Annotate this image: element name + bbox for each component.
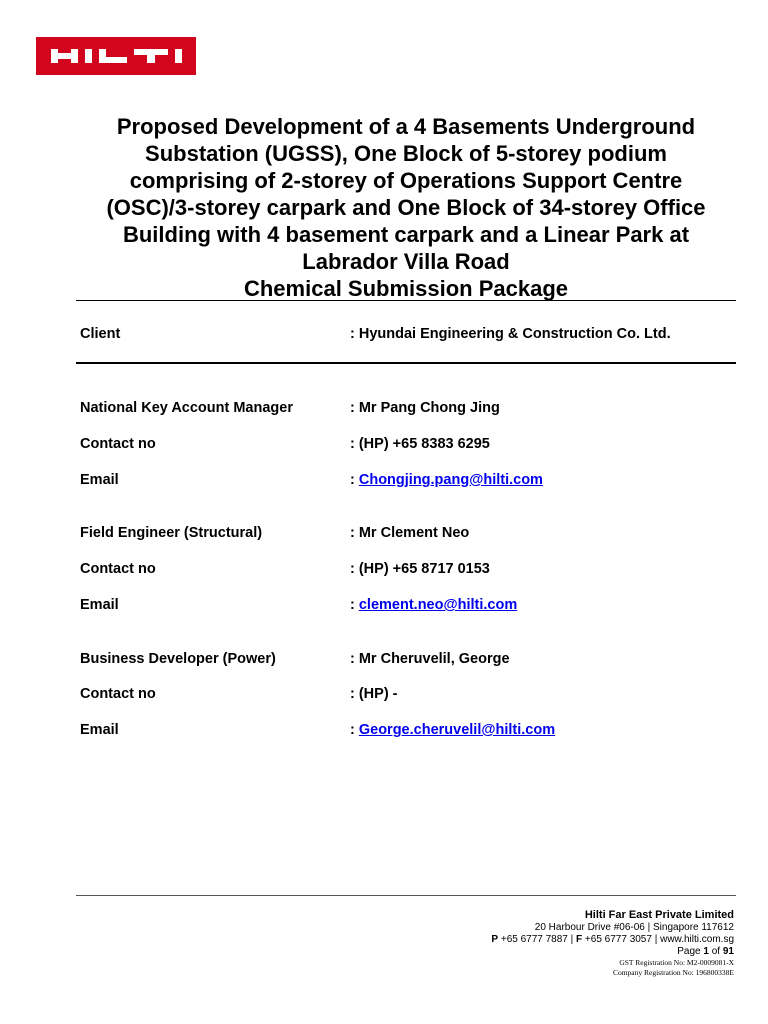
contact-email-row: [80, 595, 740, 615]
email-label: Email: [80, 722, 119, 738]
footer-website[interactable]: www.hilti.com.sg: [660, 934, 734, 945]
page-number: [491, 946, 734, 958]
gst-registration: GST Registration No: M2-0009081-X: [619, 958, 734, 967]
title-line: comprising of 2-storey of Operations Support Centre: [129, 168, 683, 193]
page-prefix: Page: [677, 946, 701, 957]
contact-name: : Mr Clement Neo: [350, 525, 470, 541]
hilti-logo-mark: [36, 37, 196, 75]
contact-email-row: [80, 720, 740, 740]
title-line: (OSC)/3-storey carpark and One Block of 34-storey Office: [106, 195, 706, 220]
hilti-logo: [36, 37, 196, 75]
client-divider: [76, 362, 736, 364]
contact-role-row: [80, 649, 740, 669]
contact-role-row: [80, 523, 740, 543]
page-of: of: [711, 946, 721, 957]
email-link[interactable]: clement.neo@hilti.com: [358, 597, 518, 613]
contact-email-row: [80, 470, 740, 490]
contact-role-row: [80, 398, 740, 418]
footer-address: 20 Harbour Drive #06-06 | Singapore 117612: [534, 922, 734, 933]
role-label: Business Developer (Power): [80, 651, 276, 667]
title-divider: [76, 300, 736, 301]
phone-label: Contact no: [80, 436, 156, 452]
page-current: 1: [703, 946, 709, 957]
contact-phone-row: [80, 559, 740, 579]
email-value: [350, 470, 543, 490]
email-label: Email: [80, 472, 119, 488]
email-value: [350, 595, 517, 615]
title-line: Labrador Villa Road: [302, 249, 510, 274]
client-value: : Hyundai Engineering & Construction Co. Ltd.: [350, 326, 671, 342]
phone-value: : (HP) -: [350, 686, 398, 702]
contact-phone-row: [80, 684, 740, 704]
footer-fax: +65 6777 3057: [584, 934, 652, 945]
role-label: Field Engineer (Structural): [80, 525, 263, 541]
phone-value: : (HP) +65 8383 6295: [350, 436, 490, 452]
email-prefix: :: [350, 472, 359, 488]
contact-name: : Mr Pang Chong Jing: [350, 400, 500, 416]
client-row: [80, 324, 740, 344]
email-prefix: :: [350, 597, 359, 613]
phone-value: : (HP) +65 8717 0153: [350, 561, 490, 577]
contact-name: : Mr Cheruvelil, George: [350, 651, 510, 667]
footer-company: Hilti Far East Private Limited: [584, 909, 734, 921]
email-link[interactable]: George.cheruvelil@hilti.com: [358, 722, 556, 738]
phone-prefix: P: [491, 934, 499, 945]
email-prefix: :: [350, 722, 359, 738]
client-label: Client: [80, 326, 121, 342]
footer-contact-line: P +65 6777 7887 | F +65 6777 3057 | www.hilti.com.sg: [491, 934, 734, 945]
footer-divider: [76, 895, 736, 896]
email-label: Email: [80, 597, 119, 613]
phone-label: Contact no: [80, 561, 156, 577]
footer-phone: +65 6777 7887: [500, 934, 568, 945]
fax-prefix: F: [576, 934, 583, 945]
document-subtitle: Chemical Submission Package: [243, 276, 569, 301]
title-line: Proposed Development of a 4 Basements Underground: [116, 114, 696, 139]
email-link[interactable]: Chongjing.pang@hilti.com: [358, 472, 543, 488]
phone-label: Contact no: [80, 686, 156, 702]
company-registration: Company Registration No: 196800338E: [612, 968, 734, 977]
email-value: [350, 720, 555, 740]
title-line: Building with 4 basement carpark and a Linear Park at: [122, 222, 690, 247]
contact-phone-row: [80, 434, 740, 454]
page-total: 91: [722, 946, 734, 957]
document-title: [76, 113, 736, 302]
title-line: Substation (UGSS), One Block of 5-storey podium: [145, 141, 667, 166]
footer: [491, 909, 734, 978]
role-label: National Key Account Manager: [80, 400, 293, 416]
